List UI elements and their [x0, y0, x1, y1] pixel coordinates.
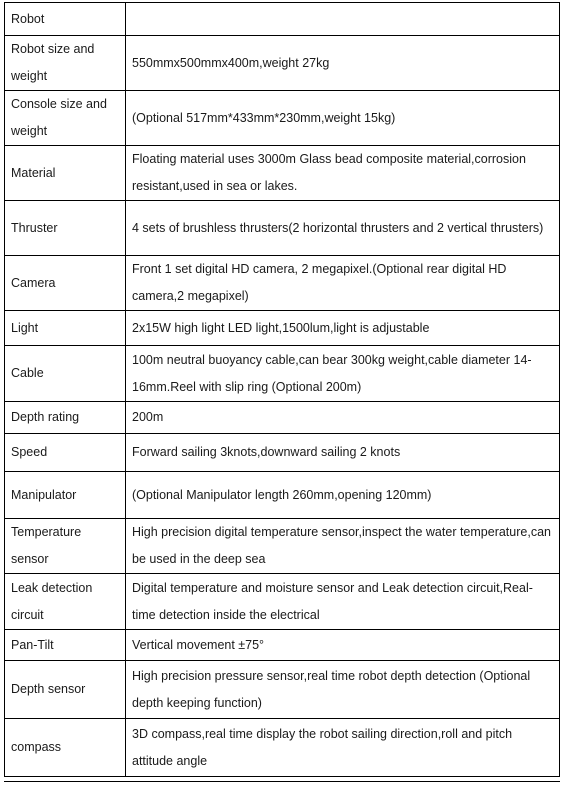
table-row — [5, 3, 560, 36]
table-row — [5, 311, 560, 346]
row-value — [126, 3, 560, 36]
row-label: Console size and weight — [5, 91, 126, 146]
row-label: Leak detection circuit — [5, 574, 126, 630]
row-value: (Optional 517mm*433mm*230mm,weight 15kg) — [126, 91, 560, 146]
row-label: Robot — [5, 3, 126, 36]
row-label: Depth sensor — [5, 661, 126, 719]
table-row — [5, 346, 560, 402]
spec-table-body — [5, 3, 560, 777]
table-row — [5, 434, 560, 472]
row-label: Pan-Tilt — [5, 630, 126, 661]
table-row — [5, 402, 560, 434]
row-label: compass — [5, 719, 126, 777]
row-value: 4 sets of brushless thrusters(2 horizontal thrusters and 2 vertical thrusters) — [126, 201, 560, 256]
row-label: Camera — [5, 256, 126, 311]
row-label: Material — [5, 146, 126, 201]
row-value: Forward sailing 3knots,downward sailing 2 knots — [126, 434, 560, 472]
row-value: High precision digital temperature sensor,inspect the water temperature,can be used in the deep sea — [126, 519, 560, 574]
table-row — [5, 256, 560, 311]
row-value: 2x15W high light LED light,1500lum,light is adjustable — [126, 311, 560, 346]
row-value: Vertical movement ±75° — [126, 630, 560, 661]
row-label: Thruster — [5, 201, 126, 256]
table-row — [5, 661, 560, 719]
table-row — [5, 36, 560, 91]
table-row — [5, 719, 560, 777]
spec-table — [4, 2, 560, 777]
table-row — [5, 201, 560, 256]
table-row — [5, 574, 560, 630]
table-row — [5, 630, 560, 661]
row-value: High precision pressure sensor,real time robot depth detection (Optional depth keeping function) — [126, 661, 560, 719]
row-value: 550mmx500mmx400m,weight 27kg — [126, 36, 560, 91]
row-label: Light — [5, 311, 126, 346]
row-value: 200m — [126, 402, 560, 434]
table-row — [5, 472, 560, 519]
table-row — [5, 519, 560, 574]
bottom-rule — [4, 781, 560, 782]
table-row — [5, 146, 560, 201]
row-value: 3D compass,real time display the robot sailing direction,roll and pitch attitude angle — [126, 719, 560, 777]
row-label: Robot size and weight — [5, 36, 126, 91]
row-value: Digital temperature and moisture sensor and Leak detection circuit,Real-time detection inside the electrical — [126, 574, 560, 630]
row-label: Temperature sensor — [5, 519, 126, 574]
row-value: Floating material uses 3000m Glass bead composite material,corrosion resistant,used in sea or lakes. — [126, 146, 560, 201]
row-label: Speed — [5, 434, 126, 472]
row-value: 100m neutral buoyancy cable,can bear 300kg weight,cable diameter 14-16mm.Reel with slip ring (Optional 200m) — [126, 346, 560, 402]
table-row — [5, 91, 560, 146]
row-label: Cable — [5, 346, 126, 402]
row-value: (Optional Manipulator length 260mm,opening 120mm) — [126, 472, 560, 519]
row-value: Front 1 set digital HD camera, 2 megapixel.(Optional rear digital HD camera,2 megapixel) — [126, 256, 560, 311]
row-label: Manipulator — [5, 472, 126, 519]
row-label: Depth rating — [5, 402, 126, 434]
